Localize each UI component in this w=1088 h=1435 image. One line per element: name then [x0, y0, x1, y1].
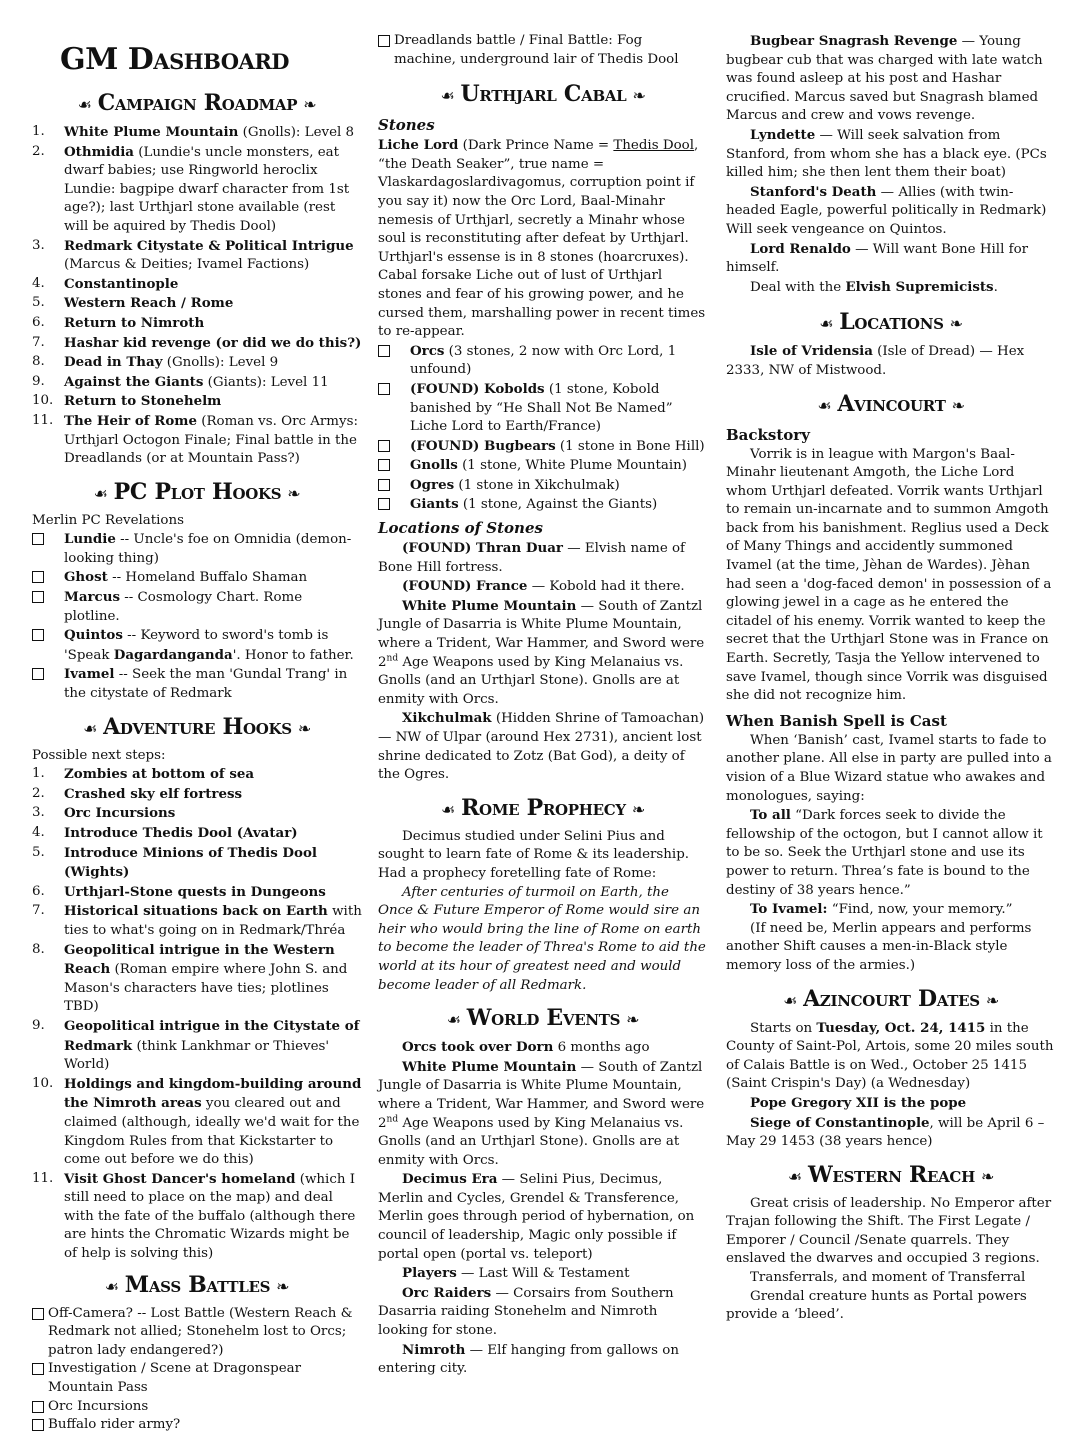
paragraph-title: (FOUND) Thran Duar: [402, 540, 563, 557]
list-item-title: Historical situations back on Earth: [64, 903, 328, 920]
list-item: [32, 334, 362, 354]
paragraph-text: — Kobold had it there.: [527, 579, 685, 595]
list-item: [32, 1075, 362, 1170]
checkbox-icon: [378, 440, 390, 452]
list-item: [32, 844, 362, 883]
ornament-right-icon: ❧: [980, 1166, 995, 1186]
paragraph: [378, 1341, 708, 1379]
list-item: [378, 380, 708, 437]
paragraph-title: White Plume Mountain: [402, 597, 577, 614]
list-item-title: Introduce Thedis Dool (Avatar): [64, 825, 298, 841]
list-number: 10.: [32, 1075, 54, 1091]
list-item-title: White Plume Mountain: [64, 124, 239, 140]
banish-to-all: To all “Dark forces seek to divide the fellowship of the octogon, but I cannot allow it to be so. Seek the Urthjarl stone and use its power to return. Threa’s fate is bound to the destiny of 38 years hence.”: [726, 807, 1043, 898]
ornament-right-icon: ❧: [297, 718, 311, 738]
ornament-left-icon: ☙: [817, 395, 832, 415]
list-item: [32, 824, 362, 844]
column-left: [32, 36, 362, 1435]
list-item: [32, 1017, 362, 1075]
rome-prophecy-quote: After centuries of turmoil on Earth, the Once & Future Emperor of Rome would sire an heir who would bring the line of Rome on earth to become the leader of Threa's Rome to aid the world at its hour of greatest need and would become leader of all Redmark.: [378, 884, 706, 993]
paragraph: [726, 126, 1056, 183]
list-item: [32, 626, 362, 665]
list-item-title: Orc Incursions: [64, 805, 176, 822]
list-item-text: (Giants): Level 11: [203, 374, 329, 390]
list-item: [32, 1170, 362, 1264]
list-item-title: The Heir of Rome: [64, 412, 197, 429]
checkbox-icon: [32, 1308, 44, 1320]
ornament-right-icon: ❧: [985, 990, 999, 1010]
paragraph-title: Players: [402, 1265, 457, 1282]
list-item-title: Zombies at bottom of sea: [64, 766, 255, 783]
paragraph-text: Age Weapons used by King Melanaius vs. Gnolls (and an Urthjarl Stone). Gnolls are at enmity with Orcs.: [378, 654, 684, 707]
list-number: 3.: [32, 237, 45, 253]
avincourt-heading: ☙ Avincourt ❧: [817, 390, 965, 417]
paragraph-title: Stanford's Death: [750, 183, 877, 200]
azincourt-pope: Pope Gregory XII is the pope: [750, 1094, 967, 1111]
list-number: 6.: [32, 314, 45, 330]
paragraph: [378, 597, 708, 710]
adventure-hooks-intro: Possible next steps:: [32, 747, 166, 763]
list-item-text: (Gnolls): Level 9: [162, 355, 279, 371]
ornament-left-icon: ☙: [446, 1010, 461, 1030]
pc-plot-hooks-heading: ☙ PC Plot Hooks ❧: [93, 478, 301, 505]
banish-to-ivamel: To Ivamel: “Find, now, your memory.”: [750, 901, 1013, 918]
list-item-title: Ivamel: [64, 666, 115, 683]
checkbox-icon: [32, 1419, 44, 1431]
azincourt-dates-heading: ☙ Azincourt Dates ❧: [783, 985, 999, 1012]
list-item-text: (1 stone in Bone Hill): [555, 438, 705, 454]
paragraph: [726, 183, 1056, 240]
list-item-title: Geopolitical intrigue in the Citystate of Redmark: [64, 1017, 360, 1054]
list-number: 7.: [32, 334, 45, 350]
paragraph: [378, 1058, 708, 1171]
superscript: nd: [386, 1114, 399, 1125]
list-number: 11.: [32, 412, 54, 428]
ornament-right-icon: ❧: [626, 1010, 640, 1030]
checkbox-icon: [378, 479, 390, 491]
checkbox-icon: [32, 668, 44, 680]
paragraph-text: — Corsairs from Southern Dasarria raiding Stonehelm and Nimroth looking for stone.: [378, 1285, 674, 1339]
list-item-text: (1 stone, Against the Giants): [458, 497, 658, 513]
list-item-title: Hashar kid revenge (or did we do this?): [64, 334, 362, 351]
checkbox-icon: [378, 498, 390, 510]
list-number: 4.: [32, 825, 45, 840]
world-events-heading: ☙ World Events ❧: [446, 1005, 640, 1032]
checkbox-icon: [32, 533, 44, 545]
paragraph: [726, 32, 1056, 126]
rome-paragraph: Decimus studied under Selini Pius and sought to learn fate of Rome & its leadership. Had a prophecy foretelling fate of Rome:: [378, 828, 690, 881]
list-number: 2.: [32, 785, 45, 801]
paragraph-title: Decimus Era: [402, 1171, 498, 1188]
list-item-title: Redmark Citystate & Political Intrigue: [64, 237, 354, 254]
list-item-title: Quintos: [64, 627, 123, 644]
paragraph-text: — Young bugbear cub that was charged with late watch was found asleep at his post and Hashar crucified. Marcus saved but Snagrash blamed Marcus and crew and vows revenge.: [726, 34, 1043, 124]
list-item-title: Western Reach / Rome: [64, 295, 234, 312]
checkbox-icon: [378, 35, 390, 47]
mass-battles-heading: ☙ Mass Battles ❧: [104, 1271, 290, 1298]
list-item-text: (Gnolls): Level 8: [238, 125, 355, 140]
mass-battles-list: [32, 1305, 362, 1435]
backstory-subheading: Backstory: [726, 425, 810, 444]
list-item-text: you cleared out and claimed (although, ideally we'd wait for the Kingdom Rules from that Kickstarter to come out before we do this): [64, 1096, 360, 1168]
list-item-title: Geopolitical intrigue in the Western Reach: [64, 941, 335, 978]
list-item: [32, 765, 362, 785]
banish-paragraph: When ‘Banish’ cast, Ivamel starts to fade to another plane. All else in party are pulled into a vision of a Blue Wizard statue who awakes and monologues, saying:: [726, 732, 1052, 804]
list-item-title: Ghost: [64, 569, 108, 586]
paragraph: [726, 240, 1056, 278]
paragraph: [378, 709, 708, 784]
ornament-left-icon: ☙: [783, 990, 798, 1010]
paragraph-title: Orcs took over Dorn: [402, 1039, 554, 1056]
stone-locations: [378, 539, 708, 785]
list-item: [32, 665, 362, 703]
paragraph-text: — Allies (with twin-headed Eagle, powerful politically in Redmark) Will seek vengeance on Quintos.: [726, 184, 1047, 237]
paragraph-title: Orc Raiders: [402, 1284, 492, 1301]
paragraph-text: — Last Will & Testament: [456, 1266, 630, 1282]
list-item-title: Ogres: [410, 476, 455, 493]
list-item-title: Gnolls: [410, 457, 458, 474]
list-item-text: (1 stone in Xikchulmak): [454, 477, 620, 493]
list-number: 1.: [32, 124, 45, 139]
checkbox-icon: [32, 591, 44, 603]
list-item-text: (Lundie's uncle monsters, eat dwarf babies; use Ringworld heroclix Lundie: bagpipe dwarf character from 1st age?); last Urthjarl stone available (rest will be aquired by Thedis Dool): [64, 144, 350, 234]
backstory-paragraph: Vorrik is in league with Margon's Baal-Minahr lieutenant Amgoth, the Liche Lord whom Urthjarl defeated. Vorrik wants Urthjarl to remain un-incarnate and to summon Amgoth back from his banishment. Reglius used a Deck of Many Things and accidently summoned Ivamel (at the time, Jèhan de Wardes). Jèhan had seen a 'dog-faced demon' in possession of a glowing jewel in a cage as he entered the citadel of his enemy. Vorrik wanted to keep the secret that the Urthjarl Stone was in France on Earth. Secretly, Tasja the Yellow intervened to save Ivamel, though since Vorrik was disguised she did not recognize him.: [726, 446, 1052, 704]
checkbox-icon: [378, 459, 390, 471]
npc-elvish-note: Deal with the Elvish Supremicists.: [750, 278, 998, 295]
paragraph-text: Age Weapons used by King Melanaius vs. Gnolls (and an Urthjarl Stone). Gnolls are at enmity with Orcs.: [378, 1115, 684, 1168]
list-item-text: -- Homeland Buffalo Shaman: [107, 570, 308, 586]
list-item-title: Othmidia: [64, 143, 134, 160]
list-item: [32, 883, 362, 903]
list-item: [378, 456, 708, 476]
stones-subheading: Stones: [378, 116, 435, 135]
list-item-text: -- Seek the man 'Gundal Trang' in the citystate of Redmark: [64, 667, 348, 702]
paragraph-title: Bugbear Snagrash Revenge: [750, 33, 958, 49]
list-item: [32, 1398, 362, 1417]
list-item-text: -- Cosmology Chart. Rome plotline.: [64, 590, 303, 624]
list-number: 6.: [32, 883, 45, 899]
ornament-left-icon: ☙: [440, 86, 455, 106]
checkbox-icon: [378, 383, 390, 395]
paragraph-title: Lyndette: [750, 126, 816, 143]
rome-prophecy-heading: ☙ Rome Prophecy ❧: [441, 794, 645, 821]
list-number: 11.: [32, 1170, 54, 1186]
paragraph-text: — Elvish name of Bone Hill fortress.: [378, 541, 686, 575]
liche-lord-paragraph: Liche Lord (Dark Prince Name = Thedis Dool, “the Death Seaker”, true name = Vlaskardagoslardivagomus, corruption point if you say it) now the Orc Lord, Baal-Minahr nemesis of Urthjarl, secretly a Minahr whose soul is reconstituting after defeat by Urthjarl. Urthjarl's essense is in 8 stones (hoarcruxes). Cabal forsake Liche out of lust of Urthjarl stones and fear of his growing power, and he cursed them, marshalling power in recent times to re-appear.: [378, 137, 706, 340]
adventure-hooks-heading: ☙ Adventure Hooks ❧: [83, 713, 311, 740]
paragraph: [378, 577, 708, 597]
list-item-title: Crashed sky elf fortress: [64, 785, 243, 802]
ornament-left-icon: ☙: [787, 1166, 802, 1186]
list-item: [32, 588, 362, 626]
checkbox-icon: [378, 345, 390, 357]
paragraph-title: Lord Renaldo: [750, 240, 851, 257]
list-item-title: Against the Giants: [64, 373, 204, 390]
list-item-title: Lundie: [64, 531, 116, 548]
paragraph: [378, 1038, 708, 1058]
world-events: [378, 1038, 708, 1379]
list-item: [378, 342, 708, 380]
list-item: [32, 804, 362, 824]
list-item-title: (FOUND) Kobolds: [410, 380, 545, 397]
paragraph-title: Xikchulmak: [402, 710, 492, 727]
paragraph-text: — South of Zantzl Jungle of Dasarria is White Plume Mountain, where a Trident, War Hammer, and Sword were 2: [378, 1059, 705, 1131]
column-middle: [378, 32, 708, 1379]
list-item: [32, 1416, 362, 1435]
list-item: [32, 237, 362, 275]
western-reach-p2: Transferrals, and moment of Transferral: [750, 1270, 1026, 1286]
list-number: 10.: [32, 393, 54, 409]
paragraph-text: 6 months ago: [553, 1040, 650, 1056]
list-item: [32, 373, 362, 393]
list-item-text: (think Lankhmar or Thieves' World): [64, 1038, 330, 1073]
list-item: Dreadlands battle / Final Battle: Fog machine, underground lair of Thedis Dool: [378, 32, 708, 69]
list-item-title: Holdings and kingdom-building around the Nimroth areas: [64, 1075, 362, 1112]
paragraph: [378, 539, 708, 577]
plot-hooks-list: [32, 530, 362, 703]
list-number: 5.: [32, 844, 45, 860]
list-item-text: Orc Incursions: [48, 1398, 149, 1414]
list-number: 1.: [32, 766, 45, 782]
list-item-title: Urthjarl-Stone quests in Dungeons: [64, 883, 326, 900]
list-number: 9.: [32, 1017, 45, 1033]
western-reach-p1: Great crisis of leadership. No Emperor after Trajan following the Shift. The First Legate / Emporer / Council /Senate quarrels. They enslaved the dwarves and occupied 3 regions.: [726, 1195, 1052, 1267]
list-item: [32, 353, 362, 373]
paragraph-title: Nimroth: [402, 1341, 466, 1358]
list-item-text: with ties to what's going on in Redmark/Thréa: [64, 904, 362, 938]
list-number: 2.: [32, 143, 45, 159]
paragraph-text: — Elf hanging from gallows on entering city.: [378, 1342, 679, 1377]
list-item-text: Buffalo rider army?: [48, 1417, 181, 1433]
page-title: GM Dashboard: [60, 42, 289, 77]
list-item-text: (which I still need to place on the map) and deal with the fate of the buffalo (although there are hints the Chromatic Wizards might be of help is solving this): [64, 1171, 356, 1262]
paragraph-title: (FOUND) France: [402, 578, 528, 595]
ornament-left-icon: ☙: [819, 314, 834, 334]
list-item: [32, 1360, 362, 1397]
paragraph: [378, 1170, 708, 1264]
list-item-text: Off-Camera? -- Lost Battle (Western Reach & Redmark not allied; Stonehelm lost to Orcs; patron lady endangered?): [48, 1305, 353, 1358]
paragraph-text: (Hidden Shrine of Tamoachan) — NW of Ulpar (around Hex 2731), ancient lost shrine dedicated to Zotz (Bat God), a deity of the Ogres.: [378, 711, 705, 783]
list-item-title: Introduce Minions of Thedis Dool (Wights): [64, 844, 317, 881]
list-number: 9.: [32, 373, 45, 389]
list-item: [32, 392, 362, 412]
azincourt-start: Starts on Tuesday, Oct. 24, 1415 in the County of Saint-Pol, Artois, some 20 miles south of Calais Battle is on Wed., October 25 1415 (Saint Crispin's Day) (a Wednesday): [726, 1019, 1054, 1092]
list-item-title: (FOUND) Bugbears: [410, 437, 556, 454]
list-item-title: Dead in Thay: [64, 354, 163, 371]
list-item: [32, 314, 362, 334]
roadmap-list: [32, 123, 362, 469]
list-item-text: Investigation / Scene at Dragonspear Mountain Pass: [48, 1361, 302, 1396]
checkbox-icon: [32, 629, 44, 641]
paragraph-text: — Will want Bone Hill for himself.: [726, 241, 1029, 276]
plot-hooks-intro: Merlin PC Revelations: [32, 512, 184, 528]
list-item: [32, 530, 362, 568]
list-number: 3.: [32, 805, 45, 821]
ornament-left-icon: ☙: [104, 1276, 119, 1296]
ornament-right-icon: ❧: [951, 395, 965, 415]
banish-subheading: When Banish Spell is Cast: [726, 711, 947, 730]
checkbox-icon: [32, 571, 44, 583]
campaign-roadmap-heading: ☙ Campaign Roadmap ❧: [77, 90, 317, 116]
list-item-title: Return to Stonehelm: [64, 393, 222, 410]
paragraph: [378, 1284, 708, 1341]
list-item: [32, 941, 362, 1017]
adventure-hooks-list: [32, 765, 362, 1263]
paragraph: [378, 1264, 708, 1284]
list-item: [378, 437, 708, 457]
list-item: [32, 412, 362, 469]
column-right: [726, 32, 1056, 1325]
ornament-left-icon: ☙: [77, 95, 92, 114]
banish-merlin-note: (If need be, Merlin appears and performs another Shift causes a men-in-Black style memory loss of the armies.): [726, 920, 1032, 973]
list-item-title: Visit Ghost Dancer's homeland: [64, 1170, 296, 1187]
list-item-text: -- Uncle's foe on Omnidia (demon-looking thing): [64, 532, 352, 566]
list-item: [378, 476, 708, 496]
list-item-text: (3 stones, 2 now with Orc Lord, 1 unfound): [410, 343, 677, 378]
ornament-right-icon: ❧: [949, 314, 963, 334]
list-item-text: (1 stone, White Plume Mountain): [457, 458, 688, 474]
isle-of-vridensia: Isle of Vridensia (Isle of Dread) — Hex 2333, NW of Mistwood.: [726, 343, 1025, 378]
npc-revenge-notes: [726, 32, 1056, 278]
list-item-text: -- Keyword to sword's tomb is 'Speak: [64, 628, 329, 663]
list-number: 7.: [32, 903, 45, 919]
list-item-keyword: Dagardanganda: [113, 646, 233, 663]
list-item: [32, 294, 362, 314]
western-reach-heading: ☙ Western Reach ❧: [787, 1161, 995, 1188]
list-number: 4.: [32, 275, 45, 291]
list-item-text: '. Honor to father.: [232, 647, 354, 663]
ornament-right-icon: ❧: [631, 799, 645, 819]
urthjarl-cabal-heading: ☙ Urthjarl Cabal ❧: [440, 81, 646, 108]
list-item: [32, 902, 362, 940]
list-item-title: Marcus: [64, 589, 120, 606]
checkbox-icon: [32, 1363, 44, 1375]
list-item-text: (Marcus & Deities; Ivamel Factions): [64, 257, 310, 273]
ornament-left-icon: ☙: [83, 718, 98, 738]
list-item: [32, 143, 362, 237]
stones-list: [378, 342, 708, 515]
ornament-right-icon: ❧: [287, 483, 301, 503]
azincourt-siege: Siege of Constantinople, will be April 6 – May 29 1453 (38 years hence): [726, 1114, 1045, 1150]
paragraph-text: — Will seek salvation from Stanford, from whom she has a black eye. (PCs killed him; she then lent them their boat): [726, 127, 1047, 181]
list-item-title: Return to Nimroth: [64, 314, 205, 331]
list-number: 8.: [32, 941, 45, 957]
list-item: [32, 275, 362, 295]
ornament-right-icon: ❧: [303, 95, 317, 114]
list-item: [32, 1305, 362, 1361]
list-item: [32, 568, 362, 588]
ornament-right-icon: ❧: [632, 86, 646, 106]
locations-heading: ☙ Locations ❧: [819, 309, 963, 336]
mass-battles-list-continued: [378, 32, 708, 69]
list-item: [32, 785, 362, 805]
list-number: 5.: [32, 295, 45, 311]
list-item-text: (Roman vs. Orc Armys: Urthjarl Octogon Finale; Final battle in the Dreadlands (or at Mountain Pass?): [64, 413, 358, 467]
checkbox-icon: [32, 1401, 44, 1413]
list-item-title: Constantinople: [64, 275, 179, 292]
list-item: [378, 495, 708, 515]
locations-of-stones-subheading: Locations of Stones: [378, 519, 543, 538]
ornament-right-icon: ❧: [276, 1276, 290, 1296]
list-number: 8.: [32, 354, 45, 370]
paragraph-text: — South of Zantzl Jungle of Dasarria is White Plume Mountain, where a Trident, War Hammer, and Sword were 2: [378, 598, 705, 670]
ornament-left-icon: ☙: [441, 799, 456, 819]
western-reach-p3: Grendal creature hunts as Portal powers provide a ‘bleed’.: [726, 1288, 1027, 1323]
list-item-text: (1 stone, Kobold banished by “He Shall Not Be Named” Liche Lord to Earth/France): [410, 381, 673, 435]
ornament-left-icon: ☙: [93, 483, 108, 503]
list-item-text: (Roman empire where John S. and Mason's characters have ties; plotlines TBD): [64, 962, 348, 1015]
list-item-title: Orcs: [410, 342, 445, 359]
paragraph-title: White Plume Mountain: [402, 1058, 577, 1075]
superscript: nd: [386, 653, 399, 664]
list-item: [32, 123, 362, 143]
list-item-title: Giants: [410, 496, 459, 513]
paragraph-text: — Selini Pius, Decimus, Merlin and Cycles, Grendel & Transference, Merlin goes through period of hybernation, on council of leadership, Magic only possible if portal open (portal vs. teleport): [378, 1172, 695, 1262]
